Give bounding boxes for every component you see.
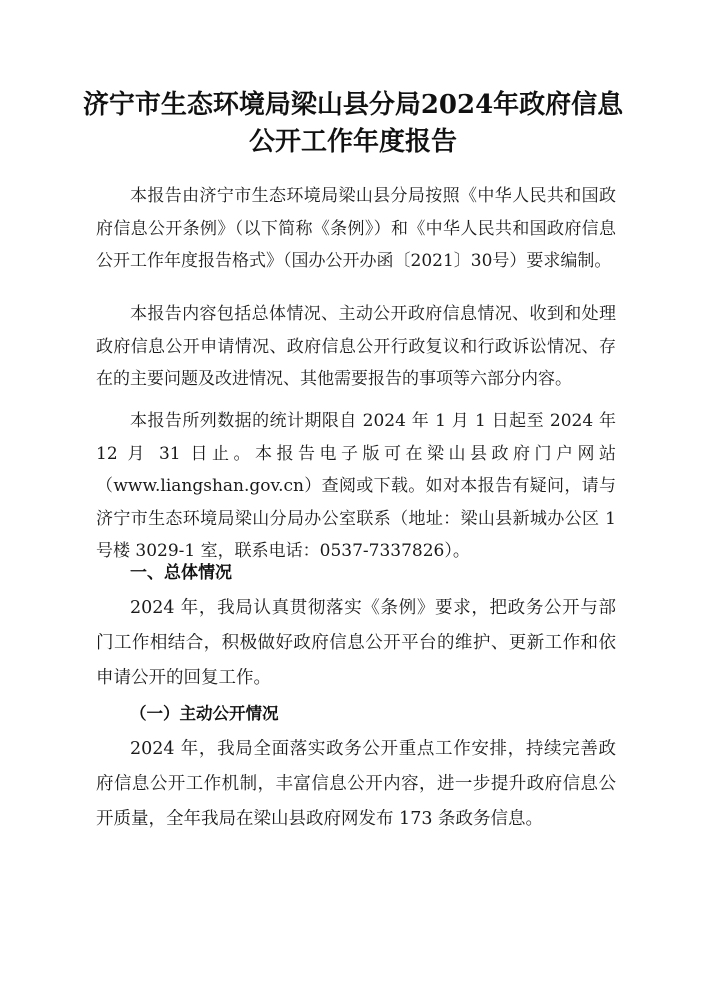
intro-paragraph-contents: 本报告内容包括总体情况、主动公开政府信息情况、收到和处理政府信息公开申请情况、政府信息公开行政复议和行政诉讼情况、存在的主要问题及改进情况、其他需要报告的事项等六部分内容。: [96, 304, 616, 389]
subsection-heading-proactive: （一）主动公开情况: [130, 704, 279, 723]
section-heading-overview: 一、总体情况: [130, 563, 232, 583]
intro-paragraph-period-contact: 本报告所列数据的统计期限自 2024 年 1 月 1 日起至 2024 年 12 月 31 日止。本报告电子版可在梁山县政府门户网站（www.liangshan.gov.cn）查阅或下载。如对本报告有疑问，请与济宁市生态环境局梁山分局办公室联系（地址：梁山县新城办公区 1 号楼 3029-1 室，联系电话：0537-7337826）。: [96, 411, 616, 561]
report-title-line-2: 公开工作年度报告: [248, 127, 457, 157]
intro-paragraph-basis: 本报告由济宁市生态环境局梁山县分局按照《中华人民共和国政府信息公开条例》（以下简称《条例》）和《中华人民共和国政府信息公开工作年度报告格式》（国办公开办函〔2021〕30号）要求编制。: [96, 186, 616, 271]
report-title-line-1: 济宁市生态环境局梁山县分局2024年政府信息: [82, 90, 624, 120]
subsection-paragraph-proactive: 2024 年，我局全面落实政务公开重点工作安排，持续完善政府信息公开工作机制，丰富信息公开内容，进一步提升政府信息公开质量，全年我局在梁山县政府网发布 173 条政务信息。: [96, 739, 616, 829]
section-paragraph-overview: 2024 年，我局认真贯彻落实《条例》要求，把政务公开与部门工作相结合，积极做好政府信息公开平台的维护、更新工作和依申请公开的回复工作。: [96, 598, 616, 688]
